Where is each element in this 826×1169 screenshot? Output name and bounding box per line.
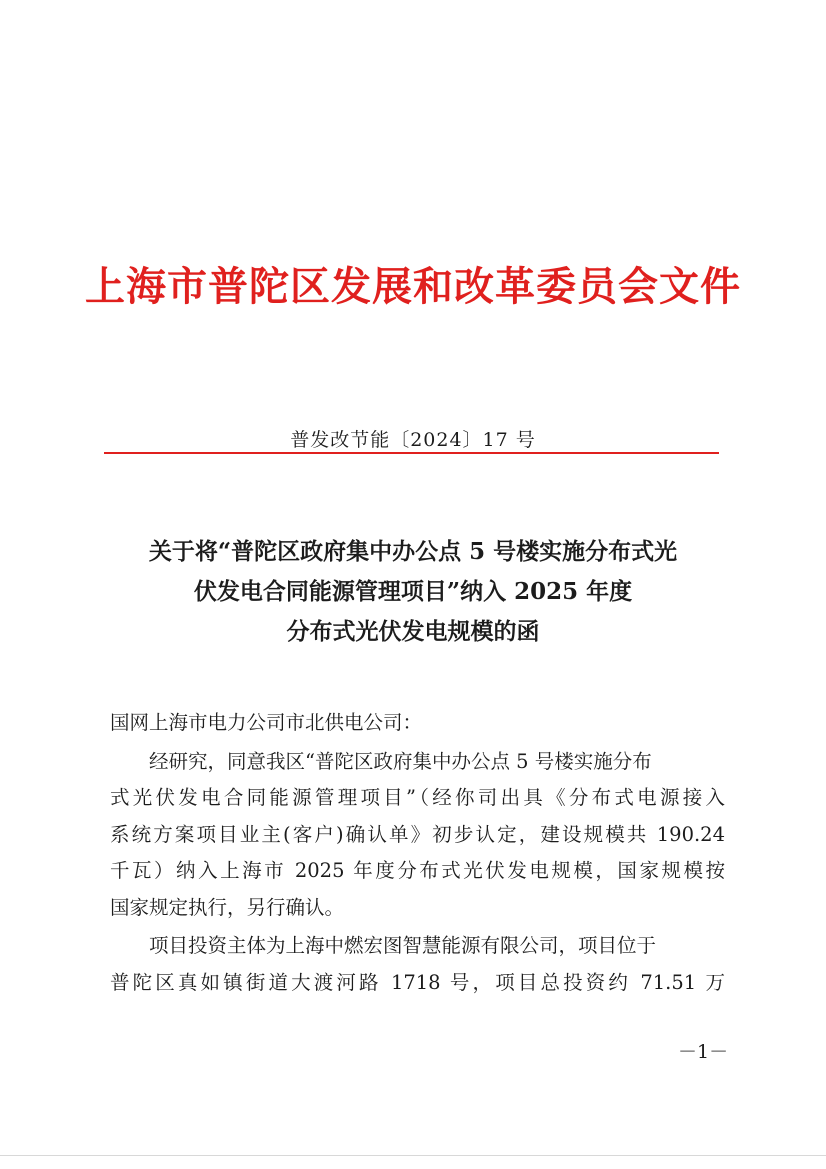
title-line-3: 分布式光伏发电规模的函 — [286, 618, 540, 645]
paragraph-line: 千瓦）纳入上海市 2025 年度分布式光伏发电规模，国家规模按 — [110, 859, 725, 882]
document-title — [80, 532, 746, 652]
paragraph-line: 式光伏发电合同能源管理项目”（经你司出具《分布式电源接入 — [110, 786, 725, 809]
paragraph-project-info — [110, 928, 725, 1001]
page-number: －1－ — [678, 1041, 729, 1063]
title-line-1: 关于将“普陀区政府集中办公点 5 号楼实施分布式光 — [148, 538, 678, 565]
red-separator-line — [104, 452, 719, 454]
paragraph-line: 普陀区真如镇街道大渡河路 1718 号，项目总投资约 71.51 万 — [110, 970, 725, 994]
title-line-2: 伏发电合同能源管理项目”纳入 2025 年度 — [193, 578, 633, 605]
issuer-header: 上海市普陀区发展和改革委员会文件 — [85, 263, 741, 310]
document-body — [110, 705, 725, 1001]
paragraph-approval — [110, 744, 725, 927]
document-number: 普发改节能〔2024〕17 号 — [290, 429, 536, 451]
addressee: 国网上海市电力公司市北供电公司： — [110, 711, 423, 734]
paragraph-line: 经研究，同意我区“普陀区政府集中办公点 5 号楼实施分布 — [149, 749, 652, 773]
paragraph-line: 系统方案项目业主(客户)确认单》初步认定，建设规模共 190.24 — [110, 822, 725, 846]
paragraph-line: 国家规定执行，另行确认。 — [110, 895, 345, 919]
page-bottom-edge — [0, 1155, 826, 1156]
paragraph-line: 项目投资主体为上海中燃宏图智慧能源有限公司，项目位于 — [149, 934, 657, 957]
